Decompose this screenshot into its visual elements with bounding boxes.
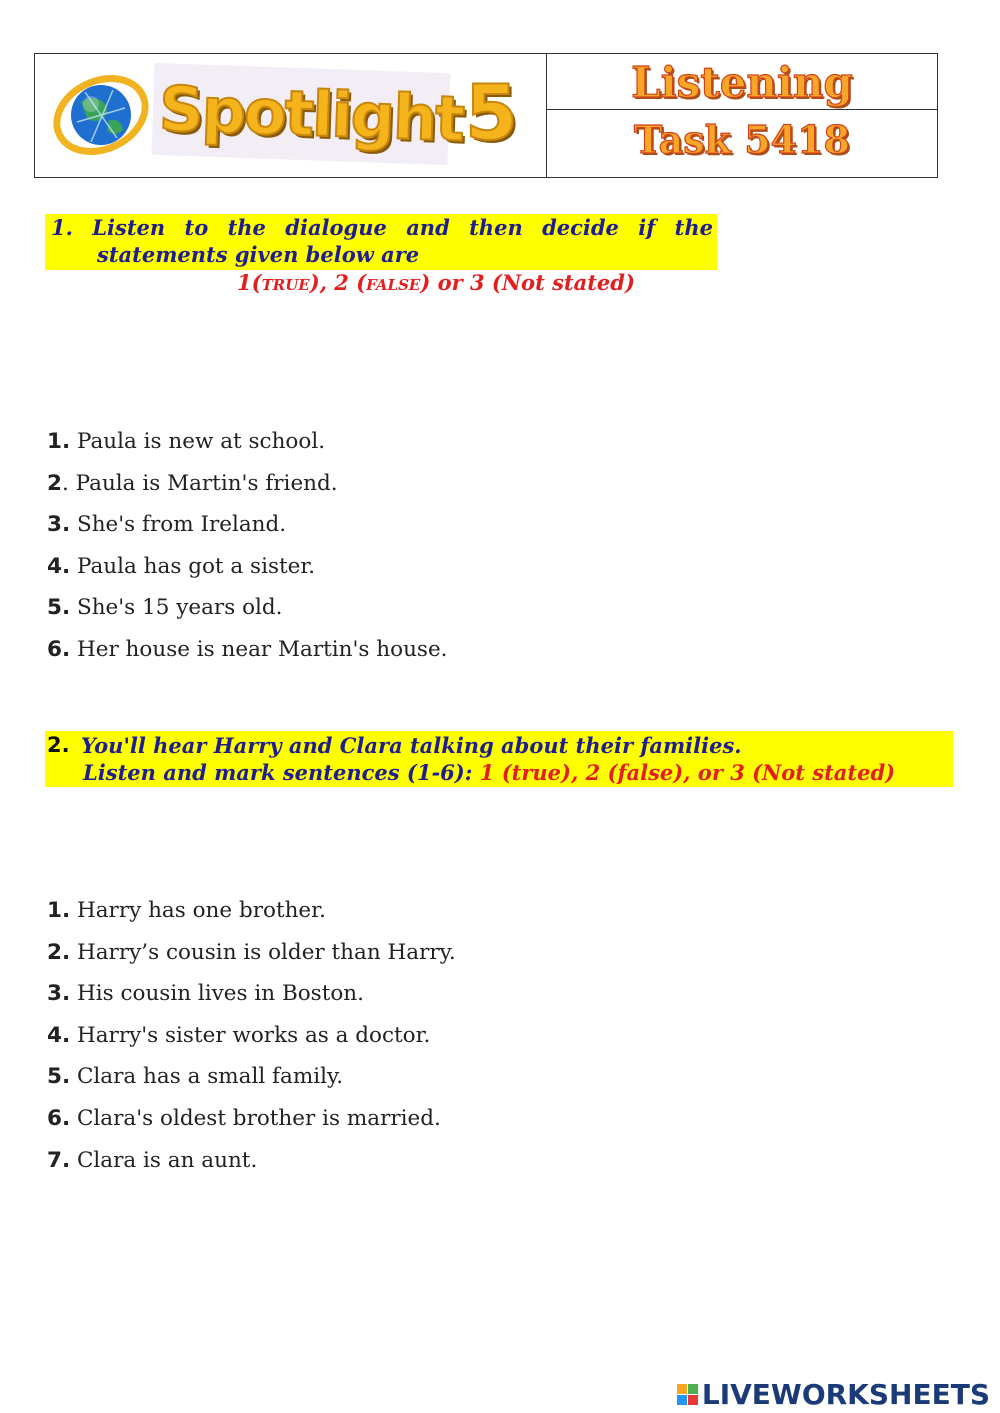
statement-item xyxy=(47,463,448,505)
statement-text: She's from Ireland. xyxy=(70,512,287,538)
title-cell xyxy=(547,54,937,177)
statement-number: 5. xyxy=(47,595,71,621)
statement-text: Harry has one brother. xyxy=(70,898,326,923)
statement-text: Harry’s cousin is older than Harry. xyxy=(70,939,456,965)
statement-item xyxy=(47,973,456,1015)
section2-number: 2. xyxy=(47,733,70,757)
instruction-word: decide xyxy=(542,215,619,240)
logo-word: Spotlight xyxy=(151,63,450,165)
statement-item xyxy=(47,504,448,546)
statement-item xyxy=(47,1015,456,1057)
section1-instruction-line1 xyxy=(51,214,713,241)
instruction-word: the xyxy=(674,215,713,240)
statement-item xyxy=(47,546,448,588)
section1-instruction xyxy=(45,214,717,270)
statement-item xyxy=(47,890,456,932)
logo-square-e xyxy=(688,1395,698,1405)
statement-number: 6. xyxy=(47,636,71,662)
instruction-word: and xyxy=(406,215,450,240)
instruction-word: then xyxy=(469,215,523,240)
title-row-task xyxy=(547,110,937,177)
statement-text: Clara has a small family. xyxy=(70,1064,344,1090)
option-true: true xyxy=(261,270,310,295)
statement-text: Paula has got a sister. xyxy=(70,553,316,579)
logo-square-l xyxy=(677,1384,687,1394)
instruction-word: to xyxy=(184,215,209,240)
logo-square-v xyxy=(677,1395,687,1405)
statement-text: . Paula is Martin's friend. xyxy=(61,470,338,496)
instruction-word: if xyxy=(638,215,656,240)
statement-item xyxy=(47,1140,456,1182)
section1-instruction-line2: statements given below are xyxy=(97,242,420,267)
statement-number: 6. xyxy=(47,1105,71,1131)
statement-item xyxy=(47,1056,456,1098)
statement-number: 1. xyxy=(47,898,71,923)
statement-text: Her house is near Martin's house. xyxy=(70,636,448,662)
title-listening: Listening xyxy=(631,58,853,107)
statement-number: 7. xyxy=(47,1147,71,1173)
statement-number: 3. xyxy=(47,512,71,538)
logo-cell xyxy=(35,54,547,177)
statement-text: Harry's sister works as a doctor. xyxy=(70,1022,431,1048)
statement-text: She's 15 years old. xyxy=(70,595,283,621)
statement-number: 5. xyxy=(47,1064,71,1090)
logo-number: 5 xyxy=(465,68,518,157)
instruction-word: 1. xyxy=(51,215,73,240)
instruction-word: Listen xyxy=(92,215,166,240)
logo-square-i xyxy=(688,1384,698,1394)
liveworksheets-brand[interactable] xyxy=(677,1378,990,1411)
section2-instruction-line2 xyxy=(83,759,895,786)
statement-number: 3. xyxy=(47,981,71,1007)
section2-instruction-red: 1 (true), 2 (false), or 3 (Not stated) xyxy=(472,760,896,785)
statement-number: 4. xyxy=(47,553,71,579)
section1-answer-options xyxy=(237,270,635,295)
title-task: Task 5418 xyxy=(634,117,850,162)
title-row-listening xyxy=(547,54,937,110)
globe-icon xyxy=(51,72,151,158)
header-box xyxy=(34,53,938,178)
statement-number: 1. xyxy=(47,429,71,454)
statement-item xyxy=(47,421,448,463)
section2-statement-list xyxy=(47,890,456,1181)
statement-number: 2. xyxy=(47,939,71,965)
statement-number: 2 xyxy=(47,470,62,496)
instruction-word: the xyxy=(227,215,266,240)
option-text: 1( xyxy=(237,270,262,295)
statement-item xyxy=(47,629,448,671)
liveworksheets-brand-text: LIVEWORKSHEETS xyxy=(701,1378,990,1411)
section2-instruction-line1: You'll hear Harry and Clara talking about their families. xyxy=(81,733,742,758)
option-text: ), 2 ( xyxy=(309,270,367,295)
statement-text: Paula is new at school. xyxy=(70,429,326,454)
statement-text: Clara's oldest brother is married. xyxy=(70,1105,441,1131)
section2-instruction-blue: Listen and mark sentences (1-6): xyxy=(83,760,473,785)
statement-item xyxy=(47,587,448,629)
instruction-word: dialogue xyxy=(285,215,387,240)
statement-item xyxy=(47,932,456,974)
statement-text: His cousin lives in Boston. xyxy=(70,981,364,1007)
statement-number: 4. xyxy=(47,1022,71,1048)
section2-instruction xyxy=(45,731,953,787)
option-text: ) or 3 (Not stated) xyxy=(420,270,635,295)
statement-item xyxy=(47,1098,456,1140)
section1-statement-list xyxy=(47,421,448,671)
statement-text: Clara is an aunt. xyxy=(70,1147,258,1173)
option-false: false xyxy=(366,270,421,295)
liveworksheets-logo-icon xyxy=(677,1384,698,1405)
